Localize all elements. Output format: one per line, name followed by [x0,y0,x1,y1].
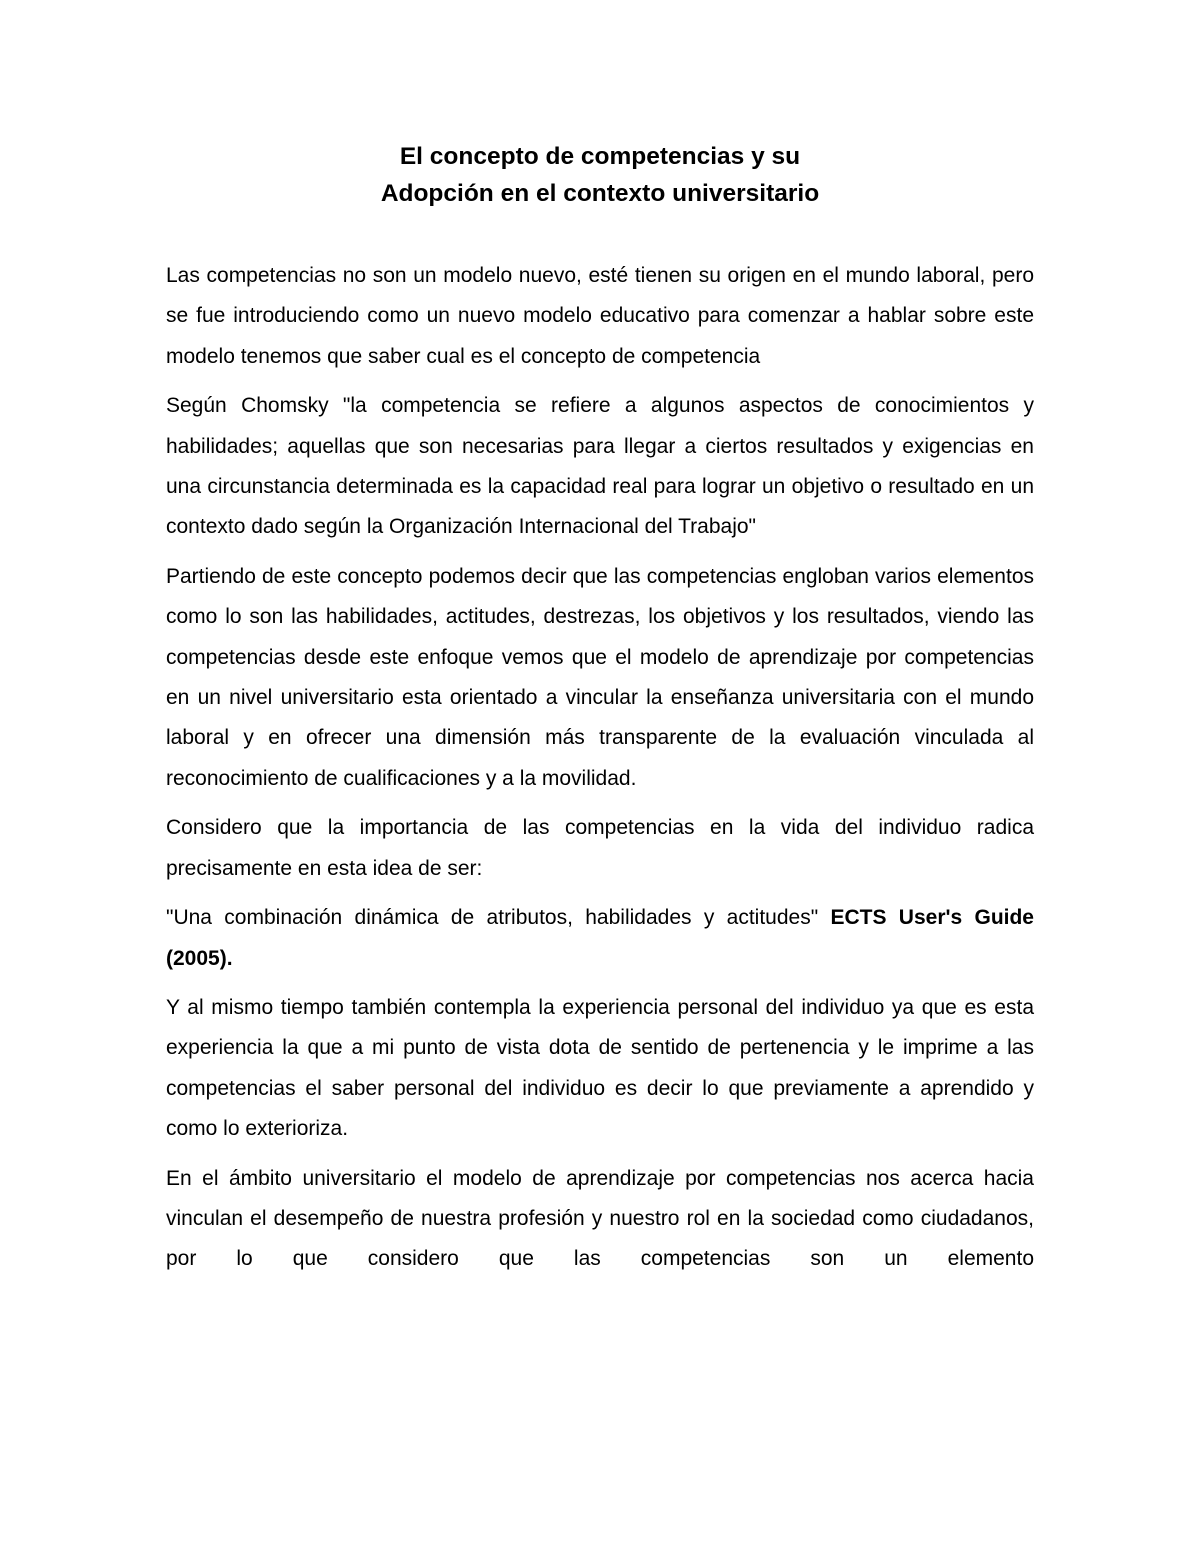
document-title [0,138,1200,212]
document-body [166,256,1034,1280]
paragraph-6: Y al mismo tiempo también contempla la experiencia personal del individuo ya que es esta experiencia la que a mi punto de vista dota de sentido de pertenencia y le imprime a las competencias el saber personal del individuo es decir lo que previamente a aprendido y como lo exterioriza. [166,995,1034,1141]
paragraph-3: Partiendo de este concepto podemos decir que las competencias engloban varios elementos como lo son las habilidades, actitudes, destrezas, los objetivos y los resultados, viendo las competencias desde este enfoque vemos que el modelo de aprendizaje por competencias en un nivel universitario esta orientado a vincular la enseñanza universitaria con el mundo laboral y en ofrecer una dimensión más transparente de la evaluación vinculada al reconocimiento de cualificaciones y a la movilidad. [166,564,1034,790]
paragraph-2: Según Chomsky "la competencia se refiere a algunos aspectos de conocimientos y habilidades; aquellas que son necesarias para llegar a ciertos resultados y exigencias en una circunstancia determinada es la capacidad real para lograr un objetivo o resultado en un contexto dado según la Organización Internacional del Trabajo" [166,394,1034,539]
paragraph-4: Considero que la importancia de las competencias en la vida del individuo radica precisamente en esta idea de ser: [166,816,1034,880]
paragraph-5 [166,898,1034,979]
title-line-1: El concepto de competencias y su [399,143,801,170]
paragraph-1: Las competencias no son un modelo nuevo, esté tienen su origen en el mundo laboral, pero se fue introduciendo como un nuevo modelo educativo para comenzar a hablar sobre este modelo tenemos que saber cual es el concepto de competencia [166,264,1034,368]
paragraph-7: En el ámbito universitario el modelo de aprendizaje por competencias nos acerca hacia vinculan el desempeño de nuestra profesión y nuestro rol en la sociedad como ciudadanos, por lo que considero que las competencias son un elemento [166,1166,1034,1271]
title-line-2: Adopción en el contexto universitario [380,180,820,207]
quote-source: ECTS User's Guide (2005). [166,906,1034,970]
quote-text: "Una combinación dinámica de atributos, habilidades y actitudes" [166,906,831,930]
